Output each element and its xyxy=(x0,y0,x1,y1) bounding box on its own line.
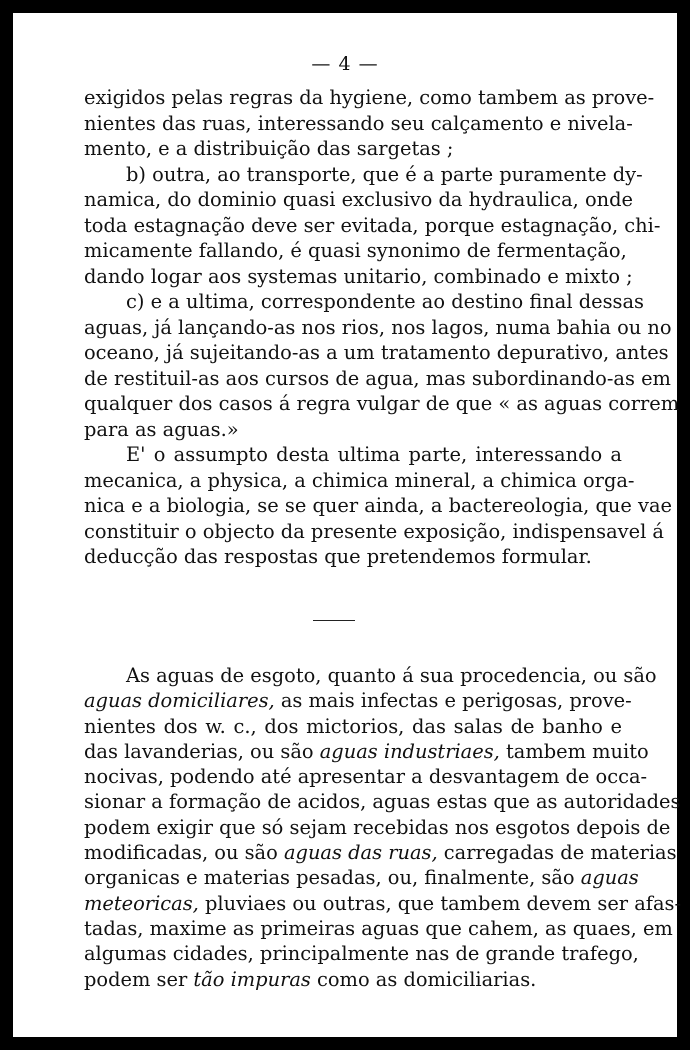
section-b-text xyxy=(84,663,682,992)
text-line: mecanica, a physica, a chimica mineral, a chimica orga- xyxy=(84,468,635,492)
text-line: E' o assumpto desta ultima parte, interessando a xyxy=(126,443,622,466)
text-line: de restituil-as aos cursos de agua, mas subordinando-as em xyxy=(84,366,671,390)
text-line xyxy=(84,967,622,992)
text-line: podem exigir que só sejam recebidas nos esgotos depois de xyxy=(84,815,671,839)
text-line: nica e a biologia, se se quer ainda, a bactereologia, que vae xyxy=(84,494,672,517)
text-line: constituir o objecto da presente exposição, indispensavel á xyxy=(84,519,664,543)
text-line: b) outra, ao transporte, que é a parte puramente dy- xyxy=(126,162,643,186)
text-line: namica, do dominio quasi exclusivo da hydraulica, onde xyxy=(84,188,634,211)
text-line: toda estagnação deve ser evitada, porque estagnação, chi- xyxy=(84,213,661,237)
text-line: qualquer dos casos á regra vulgar de que « as aguas correm xyxy=(84,392,680,415)
italic-term: tão impuras xyxy=(193,967,311,991)
text-run: das lavanderias, ou são xyxy=(84,739,320,763)
text-line: nientes dos w. c., dos mictorios, das salas de banho e xyxy=(84,714,622,738)
italic-term: meteoricas, xyxy=(84,891,199,915)
text-line: oceano, já sujeitando-as a um tratamento depurativo, antes xyxy=(84,341,669,364)
section-divider xyxy=(313,620,355,621)
text-line: nientes das ruas, interessando seu calçamento e nivela- xyxy=(84,111,633,135)
text-line: aguas, já lançando-as nos rios, nos lagos, numa bahia ou no xyxy=(84,315,672,339)
text-run: modificadas, ou são xyxy=(84,841,284,865)
text-line: c) e a ultima, correspondente ao destino final dessas xyxy=(126,290,644,313)
italic-term: aguas industriaes, xyxy=(319,739,500,763)
text-line: dando logar aos systemas unitario, combinado e mixto ; xyxy=(84,264,633,288)
text-run: podem ser xyxy=(84,967,194,991)
text-run: as mais infectas e perigosas, prove- xyxy=(274,689,632,713)
text-line: algumas cidades, principalmente nas de grande trafego, xyxy=(84,942,639,966)
text-line: tadas, maxime as primeiras aguas que cahem, as quaes, em xyxy=(84,916,673,940)
italic-term: aguas xyxy=(580,866,639,890)
text-line: sionar a formação de acidos, aguas estas que as autoridades xyxy=(84,790,681,814)
text-line xyxy=(84,739,649,764)
italic-term: aguas das ruas, xyxy=(283,841,438,865)
page-number: — 4 — xyxy=(311,53,379,75)
text-line: para as aguas.» xyxy=(84,417,239,441)
section-a-text xyxy=(84,85,680,570)
text-line: deducção das respostas que pretendemos formular. xyxy=(84,545,592,568)
document-page xyxy=(13,13,682,1037)
text-run: pluviaes ou outras, que tambem devem ser afas- xyxy=(198,891,682,915)
text-line: micamente fallando, é quasi synonimo de fermentação, xyxy=(84,239,627,262)
text-line xyxy=(84,865,639,890)
text-line xyxy=(84,688,632,713)
text-run: carregadas de materias xyxy=(437,841,677,865)
text-line xyxy=(84,840,677,865)
text-line: As aguas de esgoto, quanto á sua procedencia, ou são xyxy=(126,664,657,687)
text-run: organicas e materias pesadas, ou, finalmente, são xyxy=(84,866,581,890)
italic-term: aguas domiciliares, xyxy=(84,689,275,713)
text-run: tambem muito xyxy=(499,739,649,763)
text-line: mento, e a distribuição das sargetas ; xyxy=(84,137,454,160)
text-run: como as domiciliarias. xyxy=(310,967,537,991)
text-line xyxy=(84,891,682,916)
text-line: nocivas, podendo até apresentar a desvantagem de occa- xyxy=(84,765,648,789)
text-line: exigidos pelas regras da hygiene, como tambem as prove- xyxy=(84,86,655,109)
